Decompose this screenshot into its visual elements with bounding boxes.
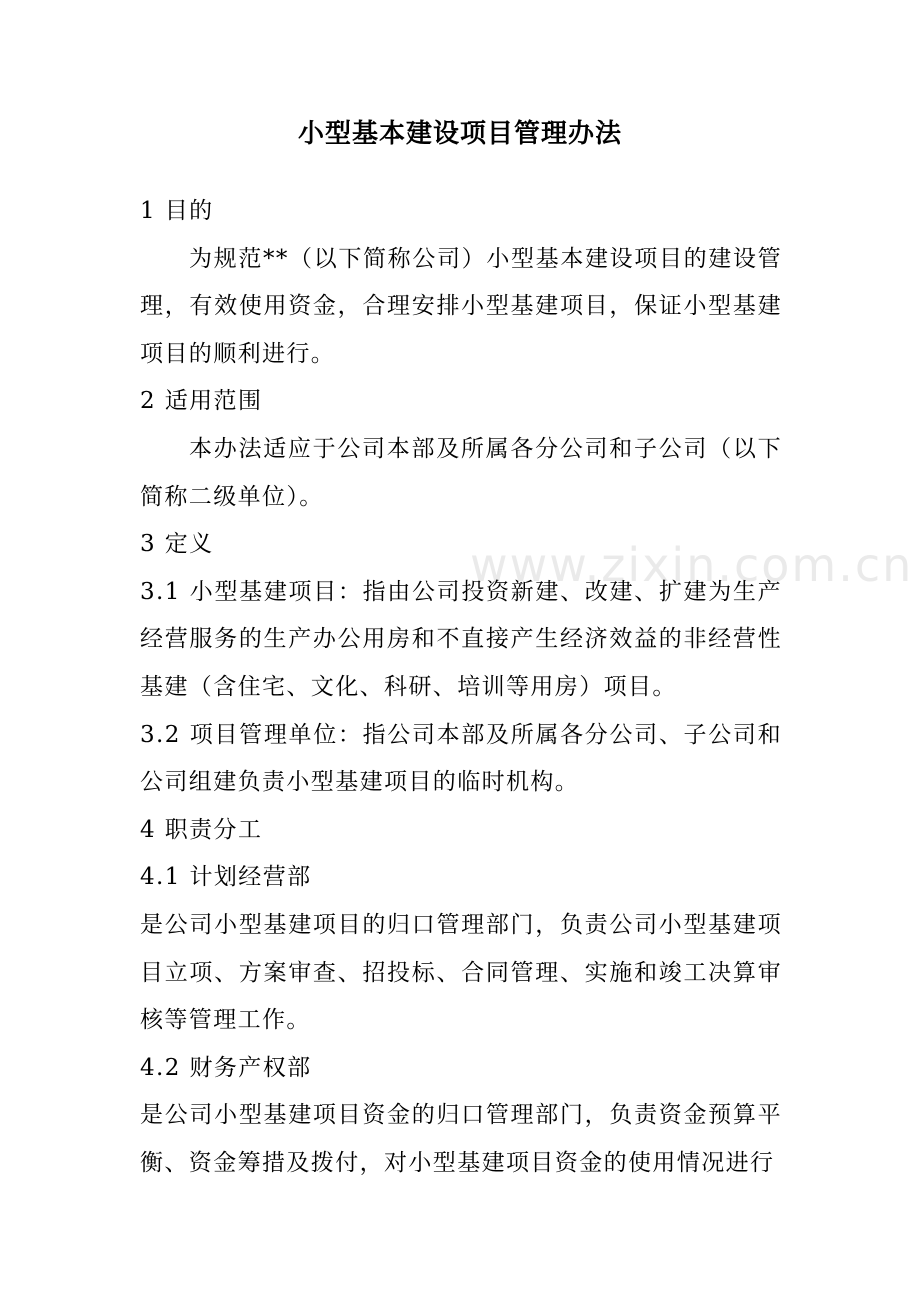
subsection-heading-4-1: 4.1 计划经营部 (140, 864, 312, 891)
paragraph-purpose: 为规范**（以下简称公司）小型基本建设项目的建设管理，有效使用资金，合理安排小型基建项目，保证小型基建项目的顺利进行。 (140, 245, 782, 367)
section-heading-scope: 2 适用范围 (140, 388, 263, 415)
document-body (140, 188, 782, 1187)
section-heading-definitions: 3 定义 (140, 531, 214, 558)
section-heading-purpose: 1 目的 (140, 198, 214, 224)
paragraph-scope: 本办法适应于公司本部及所属各分公司和子公司（以下简称二级单位）。 (140, 435, 782, 510)
paragraph-definition-3-1: 3.1 小型基建项目：指由公司投资新建、改建、扩建为生产经营服务的生产办公用房和不直接产生经济效益的非经营性基建（含住宅、文化、科研、培训等用房）项目。 (140, 578, 782, 700)
paragraph-4-1: 是公司小型基建项目的归口管理部门，负责公司小型基建项目立项、方案审查、招投标、合同管理、实施和竣工决算审核等管理工作。 (140, 911, 782, 1034)
document-title: 小型基本建设项目管理办法 (297, 119, 622, 149)
paragraph-definition-3-2: 3.2 项目管理单位：指公司本部及所属各分公司、子公司和公司组建负责小型基建项目的临时机构。 (140, 721, 782, 796)
paragraph-4-2: 是公司小型基建项目资金的归口管理部门，负责资金预算平衡、资金筹措及拨付，对小型基建项目资金的使用情况进行 (140, 1102, 782, 1176)
section-heading-responsibilities: 4 职责分工 (140, 816, 263, 843)
watermark: www.zixin.com.cn (470, 538, 914, 592)
subsection-heading-4-2: 4.2 财务产权部 (140, 1054, 312, 1081)
